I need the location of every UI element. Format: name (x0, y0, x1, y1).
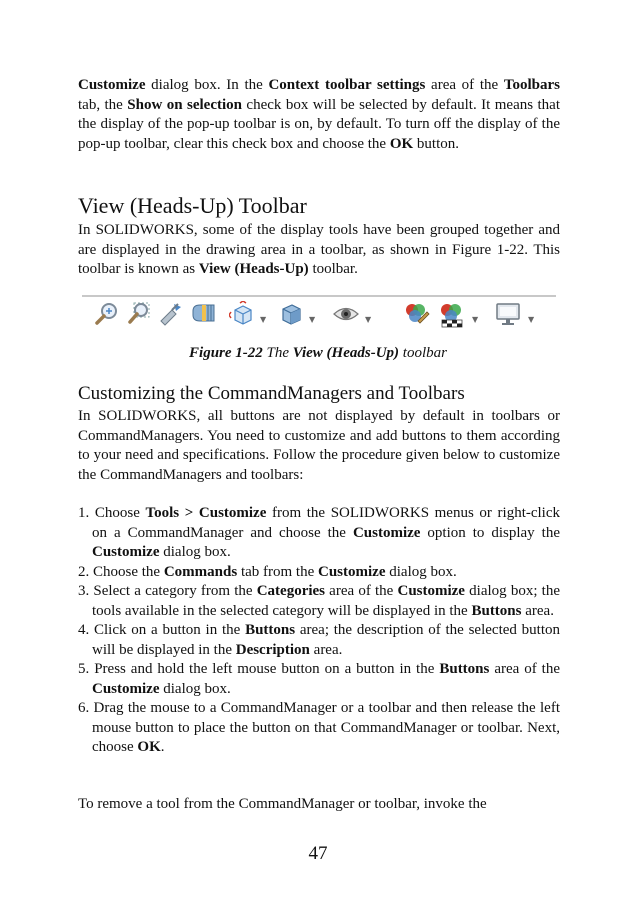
bold-term: Toolbars (503, 77, 560, 93)
text-run: 5. Press and hold the left mouse button on a button in the (78, 661, 440, 677)
bold-term: Buttons (471, 602, 522, 619)
procedure-steps (78, 504, 560, 758)
chevron-down-icon: ▼ (365, 315, 372, 324)
list-item (78, 699, 560, 758)
text-run: toolbar. (308, 261, 358, 277)
text-run: area of the (325, 583, 398, 599)
text-run: dialog box. In the (145, 77, 269, 93)
zoom-to-area-icon (126, 301, 152, 327)
bold-term: Customize (397, 583, 465, 599)
list-item (78, 582, 560, 621)
chevron-down-icon: ▼ (260, 315, 267, 324)
text-run: In SOLIDWORKS, some of the display tools have been grouped together and are displayed in the drawing area in a toolbar, as shown in Figure 1-22. This toolbar is known as (78, 222, 560, 277)
toolbar-divider (82, 295, 556, 297)
bold-term: Show on selection (127, 96, 242, 113)
text-run: dialog box. (159, 680, 231, 697)
text-run: . (160, 739, 165, 755)
figure-caption (0, 344, 636, 363)
bold-term: Buttons (245, 622, 296, 638)
text-run: check box will be selected by default. It means that the display of the pop-up toolbar is on, by default. To turn off the display of the pop-up toolbar, clear this check box and choose the (78, 96, 561, 152)
bold-term: Buttons (439, 661, 490, 677)
view-toolbar-paragraph (78, 221, 560, 280)
apply-scene-icon (438, 301, 466, 329)
edit-appearance-icon (402, 301, 430, 329)
view-orientation-icon (229, 301, 255, 327)
text-run: button. (413, 135, 459, 152)
bold-term: Customize (92, 680, 160, 697)
bold-term: View (Heads-Up) (198, 261, 309, 277)
text-run: dialog box. (385, 563, 457, 580)
text-run: toolbar (399, 345, 447, 361)
hide-show-items-icon (332, 301, 360, 327)
display-style-icon (278, 301, 304, 327)
intro-paragraph (78, 76, 560, 154)
chevron-down-icon: ▼ (309, 315, 316, 324)
closing-paragraph: To remove a tool from the CommandManager or toolbar, invoke the (78, 796, 487, 812)
view-heads-up-toolbar-figure (82, 291, 556, 339)
previous-view-icon (158, 301, 184, 327)
chevron-down-icon: ▼ (528, 315, 535, 324)
text-run: option to display the (420, 524, 560, 541)
bold-term: Tools > Customize (145, 505, 267, 521)
text-run: from the SOLIDWORKS menus or right-click on a CommandManager and choose the (92, 505, 561, 541)
text-run: 2. Choose the (78, 563, 164, 580)
customizing-paragraph: In SOLIDWORKS, all buttons are not displayed by default in toolbars or CommandManagers. You need to customize and add buttons to them according to your need and specifications. Follow the procedure given below to customize the CommandManagers and toolbars: (78, 408, 560, 483)
text-run: tab, the (78, 96, 128, 113)
text-run: The (262, 345, 293, 361)
bold-term: Description (235, 641, 310, 658)
text-run: dialog box. (159, 544, 231, 560)
bold-term: OK (137, 739, 161, 755)
bold-term: Categories (256, 583, 326, 599)
text-run: 3. Select a category from the (78, 583, 257, 599)
text-run: area. (521, 602, 554, 619)
chevron-down-icon: ▼ (472, 315, 479, 324)
text-run: 6. Drag the mouse to a CommandManager or a toolbar and then release the left mouse button to place the button on that CommandManager or toolbar. Next, choose (78, 700, 560, 755)
text-run: area. (309, 641, 343, 658)
zoom-to-fit-icon (94, 301, 120, 327)
bold-term: Commands (163, 563, 238, 580)
text-run: area of the (425, 77, 504, 93)
bold-term: View (Heads-Up) (292, 345, 400, 361)
page-number: 47 (308, 843, 328, 864)
list-item (78, 621, 560, 660)
bold-term: Customize (352, 524, 421, 541)
text-run: 1. Choose (78, 505, 146, 521)
bold-term: Customize (92, 544, 160, 560)
figure-label: Figure 1-22 (189, 345, 263, 361)
text-run: 4. Click on a button in the (78, 622, 246, 638)
text-run: dialog box; the tools available in the selected category will be displayed in the (92, 583, 560, 619)
bold-term: Context toolbar settings (268, 77, 426, 93)
section-heading-view-toolbar: View (Heads-Up) Toolbar (78, 193, 307, 218)
list-item (78, 563, 560, 583)
section-heading-customizing: Customizing the CommandManagers and Toolbars (78, 383, 465, 404)
text-run: area of the (489, 661, 560, 677)
list-item (78, 660, 560, 699)
list-item (78, 504, 560, 563)
bold-term: Customize (318, 563, 386, 580)
text-run: area; the description of the selected button will be displayed in the (92, 622, 560, 658)
bold-term: OK (389, 135, 414, 152)
text-run: tab from the (237, 563, 318, 580)
bold-term: Customize (78, 77, 146, 93)
section-view-icon (190, 301, 218, 327)
view-settings-icon (494, 301, 522, 327)
